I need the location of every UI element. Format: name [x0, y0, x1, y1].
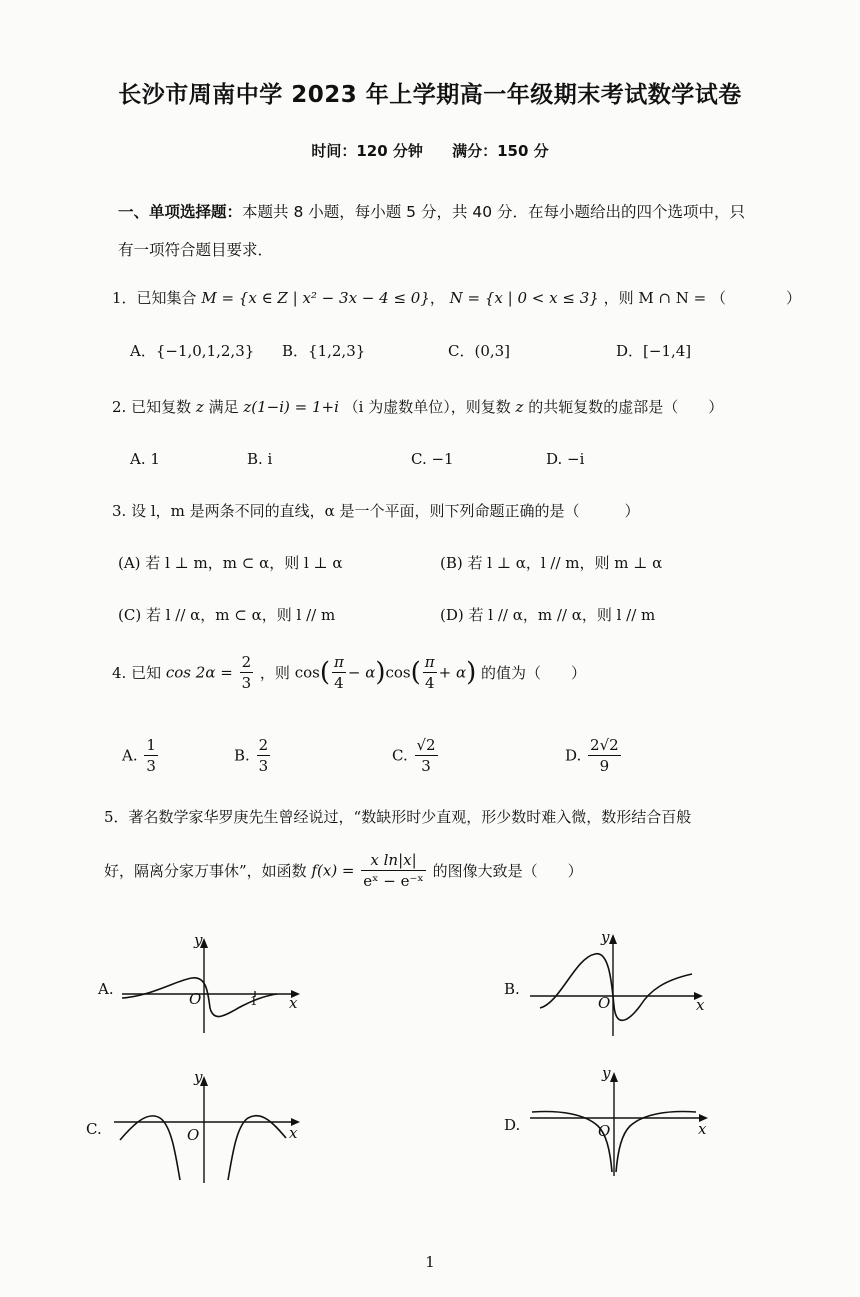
graph-d-curve-left [532, 1112, 612, 1172]
graph-c-svg [92, 1068, 312, 1188]
graph-b-x-label: x [696, 996, 705, 1014]
graph-d-label: D. [504, 1116, 521, 1134]
section-heading [118, 193, 798, 269]
q2-option-c[interactable]: C. −1 [411, 450, 454, 468]
exam-time: 时间：120 分钟 [311, 142, 423, 160]
question-2 [112, 396, 723, 417]
q1-stem-prefix: 1．已知集合 [112, 289, 197, 307]
q1-option-c[interactable]: C．(0,3] [448, 342, 511, 360]
question-5-line-1: 5．著名数学家华罗庚先生曾经说过，“数缺形时少直观，形少数时难入微，数形结合百般 [104, 808, 692, 826]
q1-set-n: N = {x | 0 < x ≤ 3} [449, 289, 599, 307]
q4-given-lhs: cos 2α = [165, 663, 233, 682]
section-title: 一、单项选择题： [118, 203, 243, 221]
graph-b-curve [540, 954, 692, 1021]
q2-var-z-2: z [515, 398, 524, 416]
q3-option-a[interactable]: (A) 若 l ⊥ m，m ⊂ α，则 l ⊥ α [118, 554, 343, 572]
graph-d-x-label: x [698, 1120, 707, 1138]
graph-b-y-label: y [601, 928, 610, 946]
graph-c-x-label: x [289, 1124, 298, 1142]
q4-cos-b: cos [385, 663, 411, 682]
q2-equation: z(1−i) = 1+i [243, 398, 339, 416]
q2-option-a[interactable]: A. 1 [130, 450, 160, 468]
q4-stem-mid: ，则 [259, 664, 290, 682]
q1-stem-suffix: ，则 M ∩ N = （ ） [603, 289, 802, 307]
page-number: 1 [425, 1253, 435, 1271]
q3-option-d[interactable]: (D) 若 l // α，m // α，则 l // m [440, 606, 656, 624]
section-text-1: 本题共 8 小题，每小题 5 分，共 40 分．在每小题给出的四个选项中，只 [242, 203, 746, 221]
q1-option-d[interactable]: D．[−1,4] [616, 342, 692, 360]
q4-option-a[interactable]: A. $\frac{1}{3}$ [122, 736, 156, 775]
graph-d-y-label: y [602, 1064, 611, 1082]
q4-arg2-fraction: $\frac{\pi}{4}$ [424, 653, 435, 692]
graph-a-y-label: y [194, 931, 203, 949]
q4-arg2-tail: + α [438, 663, 467, 682]
q4-given-fraction: $\frac{2}{3}$ [241, 653, 252, 692]
q4-arg1-tail: − α [347, 663, 376, 682]
graph-d-origin: O [598, 1122, 611, 1140]
graph-c-curve-left [120, 1116, 180, 1180]
q4-stem-suffix: 的值为（ ） [481, 664, 587, 682]
question-3: 3. 设 l，m 是两条不同的直线，α 是一个平面，则下列命题正确的是（ ） [112, 502, 640, 520]
q5-graph-b[interactable] [500, 928, 720, 1038]
graph-a-origin: O [189, 990, 202, 1008]
q3-option-b[interactable]: (B) 若 l ⊥ α，l // m，则 m ⊥ α [440, 554, 663, 572]
q5-graph-c[interactable] [86, 1068, 312, 1188]
q5-graph-a[interactable] [92, 928, 312, 1038]
q2-option-d[interactable]: D. −i [546, 450, 585, 468]
graph-a-tick-label: 1 [250, 994, 258, 1008]
q4-option-b[interactable]: B. $\frac{2}{3}$ [234, 736, 269, 775]
exam-title: 长沙市周南中学 2023 年上学期高一年级期末考试数学试卷 [118, 82, 742, 108]
graph-b-origin: O [598, 994, 611, 1012]
exam-meta [0, 140, 860, 161]
question-5-line-2: 好，隔离分家万事休”，如函数 f(x) = $\frac{\text{x ln|x|}}{\text{eˣ − e⁻ˣ}}$ 的图像大致是（ ） [104, 851, 583, 890]
graph-c-origin: O [187, 1126, 200, 1144]
q5-func-fraction: $\frac{\text{x ln|x|}}{\text{eˣ − e⁻ˣ}}$ [363, 851, 424, 890]
q4-option-c[interactable]: C. $\frac{√2}{3}$ [392, 736, 436, 775]
q2-stem-mid1: 满足 [208, 398, 239, 416]
q3-option-c[interactable]: (C) 若 l // α，m ⊂ α，则 l // m [118, 606, 336, 624]
graph-b-svg [500, 928, 720, 1038]
q2-stem-prefix: 2. 已知复数 [112, 398, 192, 416]
q4-cos-a: cos [294, 663, 320, 682]
q1-option-a[interactable]: A．{−1,0,1,2,3} [130, 342, 255, 360]
q2-option-b[interactable]: B. i [247, 450, 273, 468]
q5-func-lhs: f(x) = [311, 861, 355, 880]
graph-d-curve-right [616, 1112, 696, 1172]
graph-c-curve-right [228, 1116, 286, 1180]
exam-score: 满分：150 分 [452, 142, 549, 160]
q1-set-m: M = {x ∈ Z | x² − 3x − 4 ≤ 0} [201, 289, 430, 307]
graph-c-label: C. [86, 1120, 102, 1138]
q2-stem-suffix: 的共轭复数的虚部是（ ） [528, 398, 724, 416]
q2-var-z: z [195, 398, 204, 416]
question-4: 4. 已知 cos 2α = $\frac{2}{3}$ ，则 cos( $\frac{\pi}{4}$ − α)cos( $\frac{\pi}{4}$ + α) 的值为（ ） [112, 653, 587, 692]
q1-option-b[interactable]: B．{1,2,3} [282, 342, 366, 360]
graph-a-x-label: x [289, 994, 298, 1012]
section-text-2: 有一项符合题目要求． [118, 241, 274, 259]
q4-option-d[interactable]: D. $\frac{2√2}{9}$ [565, 736, 619, 775]
graph-a-label: A. [98, 980, 114, 998]
q4-stem-prefix: 4. 已知 [112, 664, 162, 682]
question-1: 1．已知集合 M = {x ∈ Z | x² − 3x − 4 ≤ 0}， N = {x | 0 < x ≤ 3} ，则 M ∩ N = （ ） [112, 289, 802, 307]
graph-c-y-label: y [194, 1068, 203, 1086]
q4-arg1-fraction: $\frac{\pi}{4}$ [334, 653, 344, 692]
q2-stem-mid2: （i 为虚数单位），则复数 [343, 398, 511, 416]
graph-b-label: B. [504, 980, 520, 998]
q5-graph-d[interactable] [500, 1064, 720, 1184]
